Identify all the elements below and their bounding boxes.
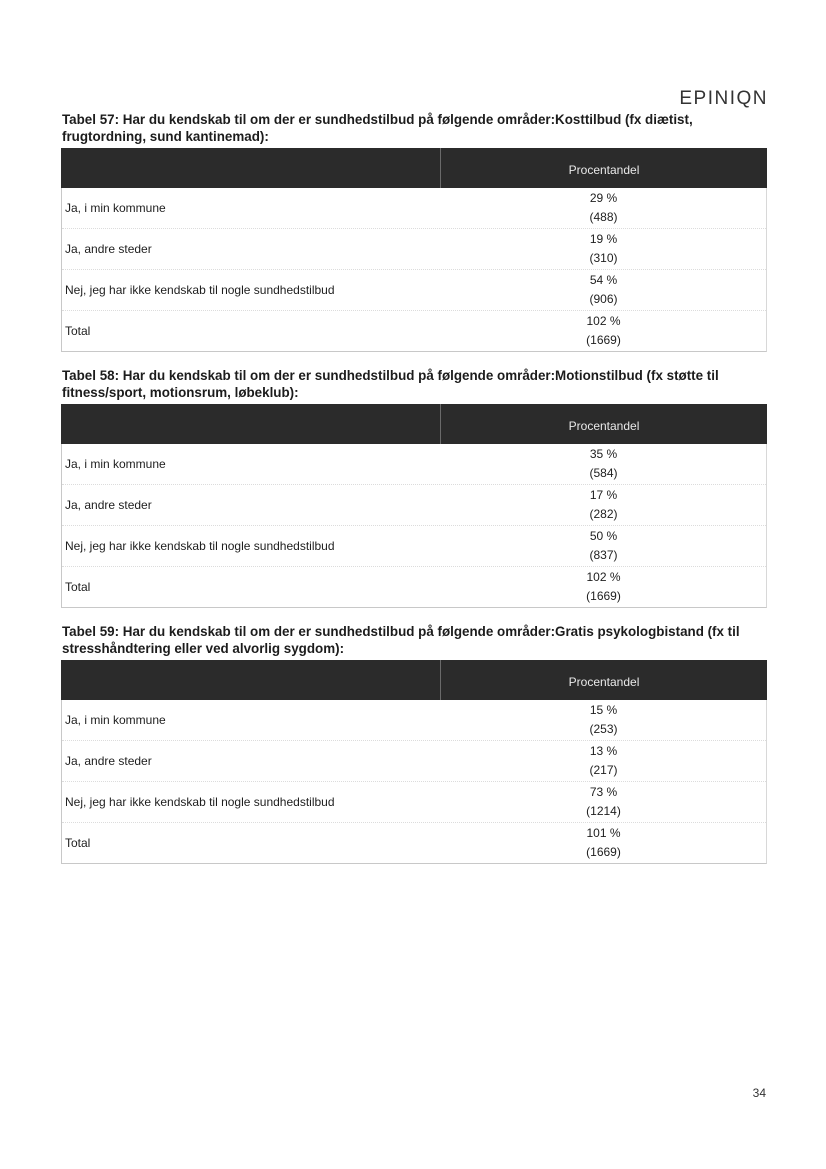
page-number: 34 xyxy=(752,1086,766,1100)
table-57 xyxy=(61,111,767,352)
row-percent: 101 % xyxy=(586,826,621,840)
row-label: Nej, jeg har ikke kendskab til nogle sundhedstilbud xyxy=(65,795,335,809)
row-count: (1669) xyxy=(586,333,621,347)
header-blank-cell xyxy=(61,148,441,188)
table-title: Tabel 59: Har du kendskab til om der er sundhedstilbud på følgende områder:Gratis psykologbistand (fx til stresshåndtering eller ved alvorlig sygdom): xyxy=(62,624,740,656)
row-count: (837) xyxy=(589,548,618,562)
row-count: (217) xyxy=(589,763,618,777)
row-count: (310) xyxy=(589,251,618,265)
row-percent: 17 % xyxy=(589,488,618,502)
row-percent: 73 % xyxy=(589,785,618,799)
row-label: Ja, andre steder xyxy=(65,242,152,256)
table-title: Tabel 57: Har du kendskab til om der er sundhedstilbud på følgende områder:Kosttilbud (fx diætist, frugtordning, sund kantinemad): xyxy=(62,112,693,144)
row-percent: 19 % xyxy=(589,232,618,246)
row-value xyxy=(441,527,766,565)
table-body xyxy=(61,444,767,608)
row-label: Ja, i min kommune xyxy=(65,713,166,727)
row-count: (906) xyxy=(589,292,618,306)
header-blank-cell xyxy=(61,660,441,700)
table-59 xyxy=(61,623,767,864)
row-label: Ja, i min kommune xyxy=(65,457,166,471)
row-count: (253) xyxy=(589,722,618,736)
row-value xyxy=(441,824,766,862)
table-row xyxy=(62,525,766,566)
row-percent: 35 % xyxy=(589,447,618,461)
table-row xyxy=(62,781,766,822)
table-row xyxy=(62,228,766,269)
row-value xyxy=(441,189,766,227)
table-body xyxy=(61,188,767,352)
header-label: Procentandel xyxy=(568,675,640,689)
row-value xyxy=(441,701,766,739)
header-label: Procentandel xyxy=(568,163,640,177)
table-row xyxy=(62,484,766,525)
table-row xyxy=(62,566,766,607)
table-row xyxy=(62,822,766,863)
row-value xyxy=(441,445,766,483)
table-title: Tabel 58: Har du kendskab til om der er sundhedstilbud på følgende områder:Motionstilbud (fx støtte til fitness/sport, motionsrum, løbeklub): xyxy=(62,368,719,400)
table-header xyxy=(61,660,767,700)
row-label: Total xyxy=(65,836,91,850)
row-value xyxy=(441,230,766,268)
row-percent: 15 % xyxy=(589,703,618,717)
row-count: (488) xyxy=(589,210,618,224)
row-label: Ja, andre steder xyxy=(65,754,152,768)
row-count: (1214) xyxy=(586,804,621,818)
row-count: (1669) xyxy=(586,589,621,603)
row-label: Ja, i min kommune xyxy=(65,201,166,215)
table-header xyxy=(61,148,767,188)
row-percent: 13 % xyxy=(589,744,618,758)
row-value xyxy=(441,783,766,821)
table-58 xyxy=(61,367,767,608)
table-body xyxy=(61,700,767,864)
row-value xyxy=(441,568,766,606)
row-percent: 50 % xyxy=(589,529,618,543)
row-count: (282) xyxy=(589,507,618,521)
row-percent: 102 % xyxy=(586,314,621,328)
header-label: Procentandel xyxy=(568,419,640,433)
table-row xyxy=(62,444,766,484)
table-header xyxy=(61,404,767,444)
table-row xyxy=(62,740,766,781)
row-label: Total xyxy=(65,324,91,338)
table-row xyxy=(62,188,766,228)
row-count: (1669) xyxy=(586,845,621,859)
row-label: Ja, andre steder xyxy=(65,498,152,512)
table-row xyxy=(62,700,766,740)
row-percent: 29 % xyxy=(589,191,618,205)
brand-logo: EPINIQN xyxy=(679,88,768,109)
row-value xyxy=(441,742,766,780)
row-percent: 54 % xyxy=(589,273,618,287)
row-percent: 102 % xyxy=(586,570,621,584)
row-label: Nej, jeg har ikke kendskab til nogle sundhedstilbud xyxy=(65,283,335,297)
row-label: Total xyxy=(65,580,91,594)
header-blank-cell xyxy=(61,404,441,444)
row-value xyxy=(441,486,766,524)
table-row xyxy=(62,310,766,351)
row-count: (584) xyxy=(589,466,618,480)
row-label: Nej, jeg har ikke kendskab til nogle sundhedstilbud xyxy=(65,539,335,553)
row-value xyxy=(441,271,766,309)
table-row xyxy=(62,269,766,310)
row-value xyxy=(441,312,766,350)
